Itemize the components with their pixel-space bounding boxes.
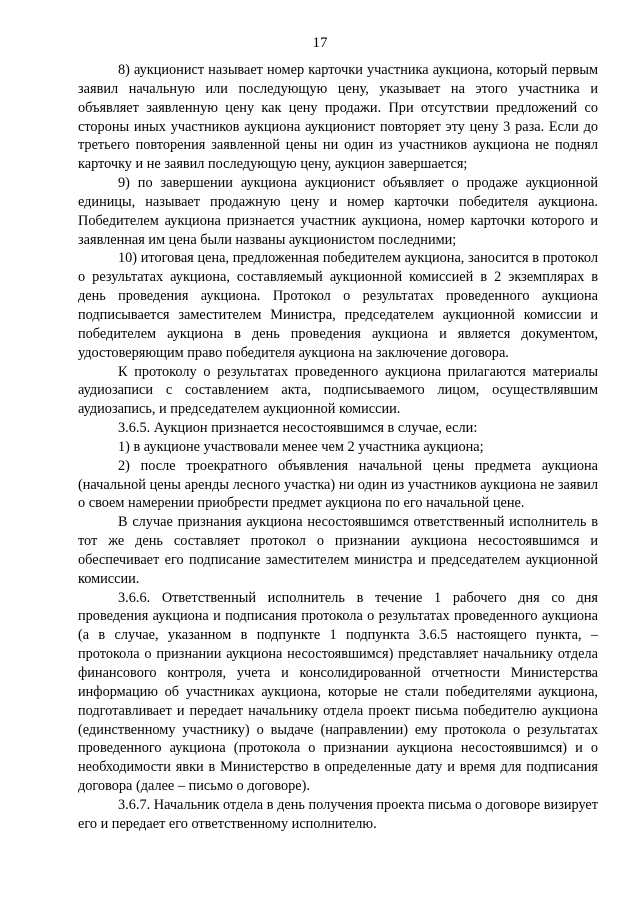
paragraph-3-6-5-item-2: 2) после троекратного объявления начальной цены предмета аукциона (начальной цены аренды лесного участка) ни один из участников аукциона не заявил о своем намерении приобрести предмет аукциона по его начальной цене. xyxy=(78,457,598,512)
paragraph-failed-auction: В случае признания аукциона несостоявшимся ответственный исполнитель в тот же день составляет протокол о признании аукциона несостоявшимся и обеспечивает его подписание заместителем министра и председателем аукционной комиссии. xyxy=(78,514,598,587)
paragraph-item-9: 9) по завершении аукциона аукционист объявляет о продаже аукционной единицы, называет продажную цену и номер карточки победителя аукциона. Победителем аукциона признается участник аукциона, номер карточки которого и заявленная им цена были названы аукционистом последними; xyxy=(78,175,598,248)
page-number: 17 xyxy=(312,35,328,51)
body-text xyxy=(78,61,598,834)
paragraph-3-6-5: 3.6.5. Аукцион признается несостоявшимся в случае, если: xyxy=(118,420,478,437)
paragraph-3-6-6: 3.6.6. Ответственный исполнитель в течение 1 рабочего дня со дня проведения аукциона и подписания протокола о результатах проведенного аукциона (а в случае, указанном в подпункте 1 подпункта 3.6.5 настоящего пункта, – протокола о признании аукциона несостоявшимся) представляет начальнику отдела финансового контроля, учета и консолидированной отчетности Министерства информацию об участниках аукциона, которые не стали победителями аукциона, подготавливает и передает начальнику отдела проект письма победителю аукциона (единственному участнику) о выдаче (направлении) ему протокола о результатах проведенного аукциона (протокола о признании аукциона несостоявшимся) и о необходимости явки в Министерство в определенные дату и время для подписания договора (далее – письмо о договоре). xyxy=(78,589,598,795)
paragraph-3-6-7: 3.6.7. Начальник отдела в день получения проекта письма о договоре визирует его и передает его ответственному исполнителю. xyxy=(78,796,598,832)
paragraph-item-8: 8) аукционист называет номер карточки участника аукциона, который первым заявил начальную или последующую цену, указывает на этого участника и объявляет заявленную цену как цену продажи. При отсутствии предложений со стороны иных участников аукциона аукционист повторяет эту цену 3 раза. Если до третьего повторения заявленной цены ни один из участников аукциона не поднял карточку и не заявил последующую цену, аукцион завершается; xyxy=(78,62,598,173)
paragraph-3-6-5-item-1: 1) в аукционе участвовали менее чем 2 участника аукциона; xyxy=(118,438,484,455)
paragraph-protocol-attachments: К протоколу о результатах проведенного аукциона прилагаются материалы аудиозаписи с составлением акта, подписываемого лицом, осуществлявшим аудиозапись, и председателем аукционной комиссии. xyxy=(78,363,598,418)
paragraph-item-10: 10) итоговая цена, предложенная победителем аукциона, заносится в протокол о результатах аукциона, составляемый аукционной комиссией в 2 экземплярах в день проведения аукциона. Протокол о результатах проведенного аукциона подписывается заместителем Министра, председателем аукционной комиссии и победителем аукциона в день проведения аукциона и является документом, удостоверяющим право победителя аукциона на заключение договора. xyxy=(78,250,598,361)
